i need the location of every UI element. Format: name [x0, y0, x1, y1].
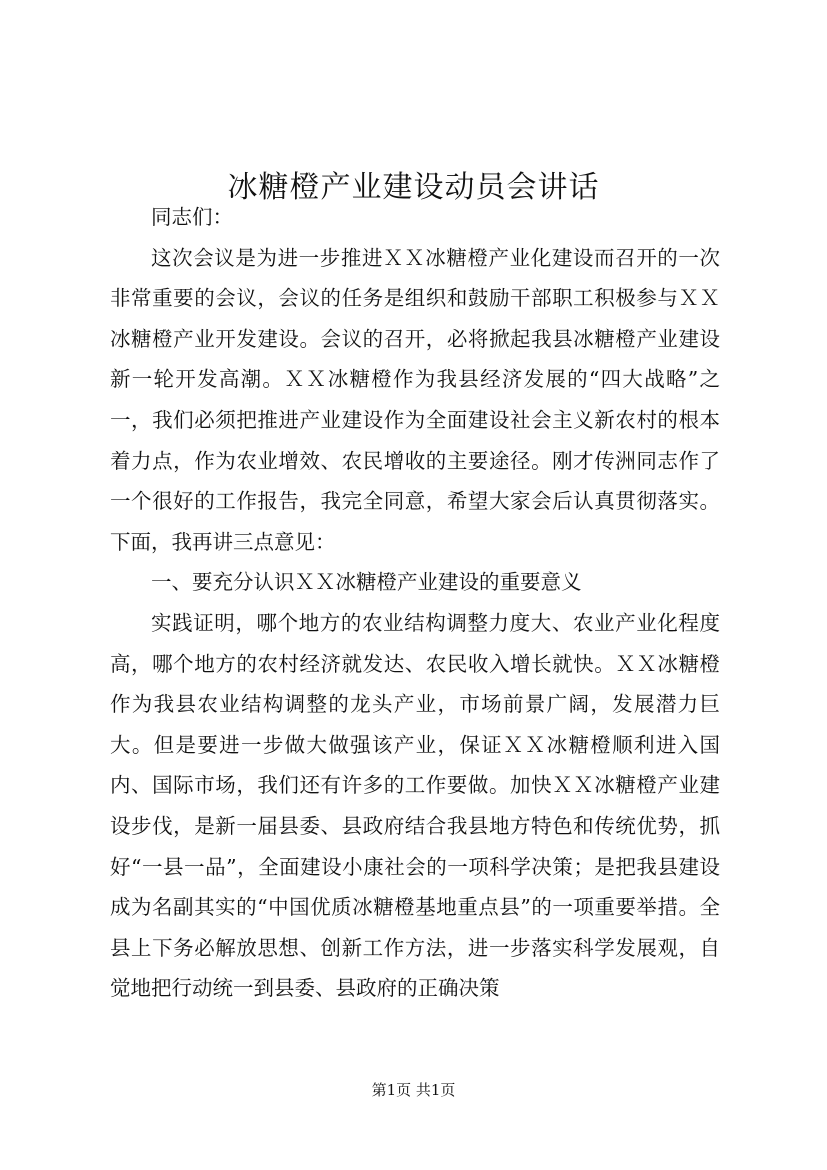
- page-number: 第1页: [371, 1081, 412, 1099]
- salutation: 同志们：: [151, 205, 233, 229]
- paragraph-intro: 这次会议是为进一步推进ＸＸ冰糖橙产业化建设而召开的一次非常重要的会议，会议的任务是组织和鼓励干部职工积极参与ＸＸ冰糖橙产业开发建设。会议的召开，必将掀起我县冰糖橙产业建设新一轮开发高潮。ＸＸ冰糖橙作为我县经济发展的“四大战略”之一，我们必须把推进产业建设作为全面建设社会主义新农村的根本着力点，作为农业增效、农民增收的主要途径。刚才传洲同志作了一个很好的工作报告，我完全同意，希望大家会后认真贯彻落实。下面，我再讲三点意见：: [110, 245, 720, 554]
- document-body: [110, 197, 720, 1009]
- page-footer: [0, 1080, 827, 1100]
- document-title: 冰糖橙产业建设动员会讲话: [227, 170, 600, 206]
- page-total: 共1页: [415, 1081, 456, 1099]
- paragraph-section-one: 实践证明，哪个地方的农业结构调整力度大、农业产业化程度高，哪个地方的农村经济就发达、农民收入增长就快。ＸＸ冰糖橙作为我县农业结构调整的龙头产业，市场前景广阔，发展潜力巨大。但是要进一步做大做强该产业，保证ＸＸ冰糖橙顺利进入国内、国际市场，我们还有许多的工作要做。加快ＸＸ冰糖橙产业建设步伐，是新一届县委、县政府结合我县地方特色和传统优势，抓好“一县一品”，全面建设小康社会的一项科学决策；是把我县建设成为名副其实的“中国优质冰糖橙基地重点县”的一项重要举措。全县上下务必解放思想、创新工作方法，进一步落实科学发展观，自觉地把行动统一到县委、县政府的正确决策: [110, 610, 720, 1001]
- section-heading: 一、要充分认识ＸＸ冰糖橙产业建设的重要意义: [151, 570, 582, 595]
